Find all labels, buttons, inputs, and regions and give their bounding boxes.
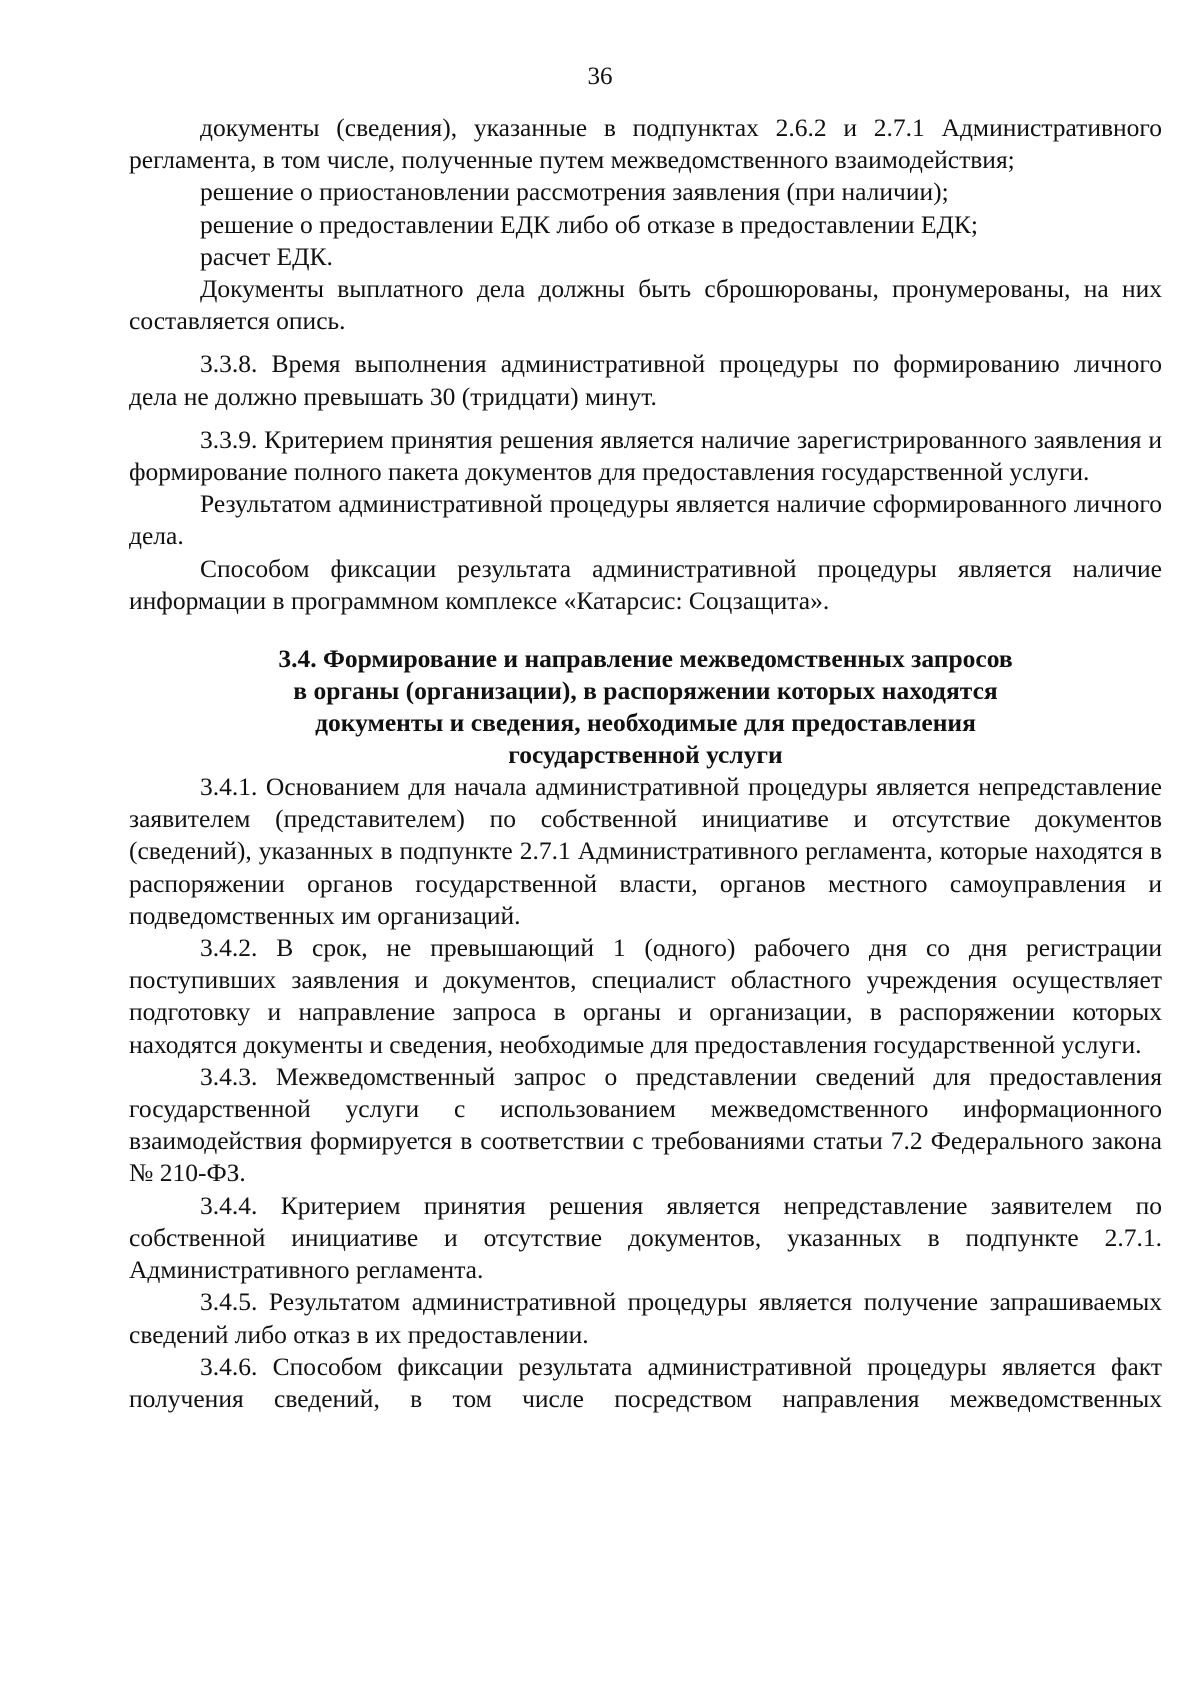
section-heading-line: государственной услуги [508,740,783,770]
paragraph-3-3-9: 3.3.9. Критерием принятия решения является наличие зарегистрированного заявления и формирование полного пакета документов для предоставления государственной услуги. [129,424,1162,487]
paragraph-3-4-3: 3.4.3. Межведомственный запрос о представлении сведений для предоставления государственной услуги с использованием межведомственного информационного взаимодействия формируется в соответствии с требованиями статьи 7.2 Федерального закона № 210-ФЗ. [129,1061,1162,1188]
paragraph-3-4-6: 3.4.6. Способом фиксации результата административной процедуры является факт получения сведений, в том числе посредством направления межведомственных [129,1351,1162,1413]
paragraph-3-3-8: 3.3.8. Время выполнения административной процедуры по формированию личного дела не должно превышать 30 (тридцати) минут. [129,349,1162,411]
paragraph-3-4-4: 3.4.4. Критерием принятия решения является непредставление заявителем по собственной инициативе и отсутствие документов, указанных в подпункте 2.7.1. Административного регламента. [129,1190,1162,1285]
page-number: 36 [587,63,613,90]
paragraph-suspension-decision: решение о приостановлении рассмотрения заявления (при наличии); [200,177,949,207]
paragraph-edk-calculation: расчет ЕДК. [200,241,333,271]
section-heading-line: 3.4. Формирование и направление межведомственных запросов [278,644,1013,674]
paragraph-edk-decision: решение о предоставлении ЕДК либо об отказе в предоставлении ЕДК; [200,209,978,239]
paragraph-3-4-5: 3.4.5. Результатом административной процедуры является получение запрашиваемых сведений либо отказ в их предоставлении. [129,1287,1162,1349]
paragraph-3-4-1: 3.4.1. Основанием для начала административной процедуры является непредставление заявителем (представителем) по собственной инициативе и отсутствие документов (сведений), указанных в подпункте 2.7.1 Административного регламента, которые находятся в распоряжении органов государственной власти, органов местного самоуправления и подведомственных им организаций. [129,772,1162,930]
section-heading-3-4 [129,643,1162,771]
paragraph-result-personal-file: Результатом административной процедуры является наличие сформированного личного дела. [129,489,1162,551]
paragraph-payment-file: Документы выплатного дела должны быть сброшюрованы, пронумерованы, на них составляется опись. [129,274,1162,336]
section-heading-line: в органы (организации), в распоряжении которых находятся [293,676,998,706]
paragraph-documents-list: документы (сведения), указанные в подпунктах 2.6.2 и 2.7.1 Административного регламента, в том числе, полученные путем межведомственного взаимодействия; [129,113,1162,175]
document-body [129,112,1162,1415]
paragraph-3-4-2: 3.4.2. В срок, не превышающий 1 (одного) рабочего дня со дня регистрации поступивших заявления и документов, специалист областного учреждения осуществляет подготовку и направление запроса в органы и организации, в распоряжении которых находятся документы и сведения, необходимые для предоставления государственной услуги. [129,933,1162,1059]
section-heading-line: документы и сведения, необходимые для предоставления [315,708,976,738]
paragraph-fixation-katarsis: Способом фиксации результата административной процедуры является наличие информации в программном комплексе «Катарсис: Соцзащита». [129,553,1162,615]
